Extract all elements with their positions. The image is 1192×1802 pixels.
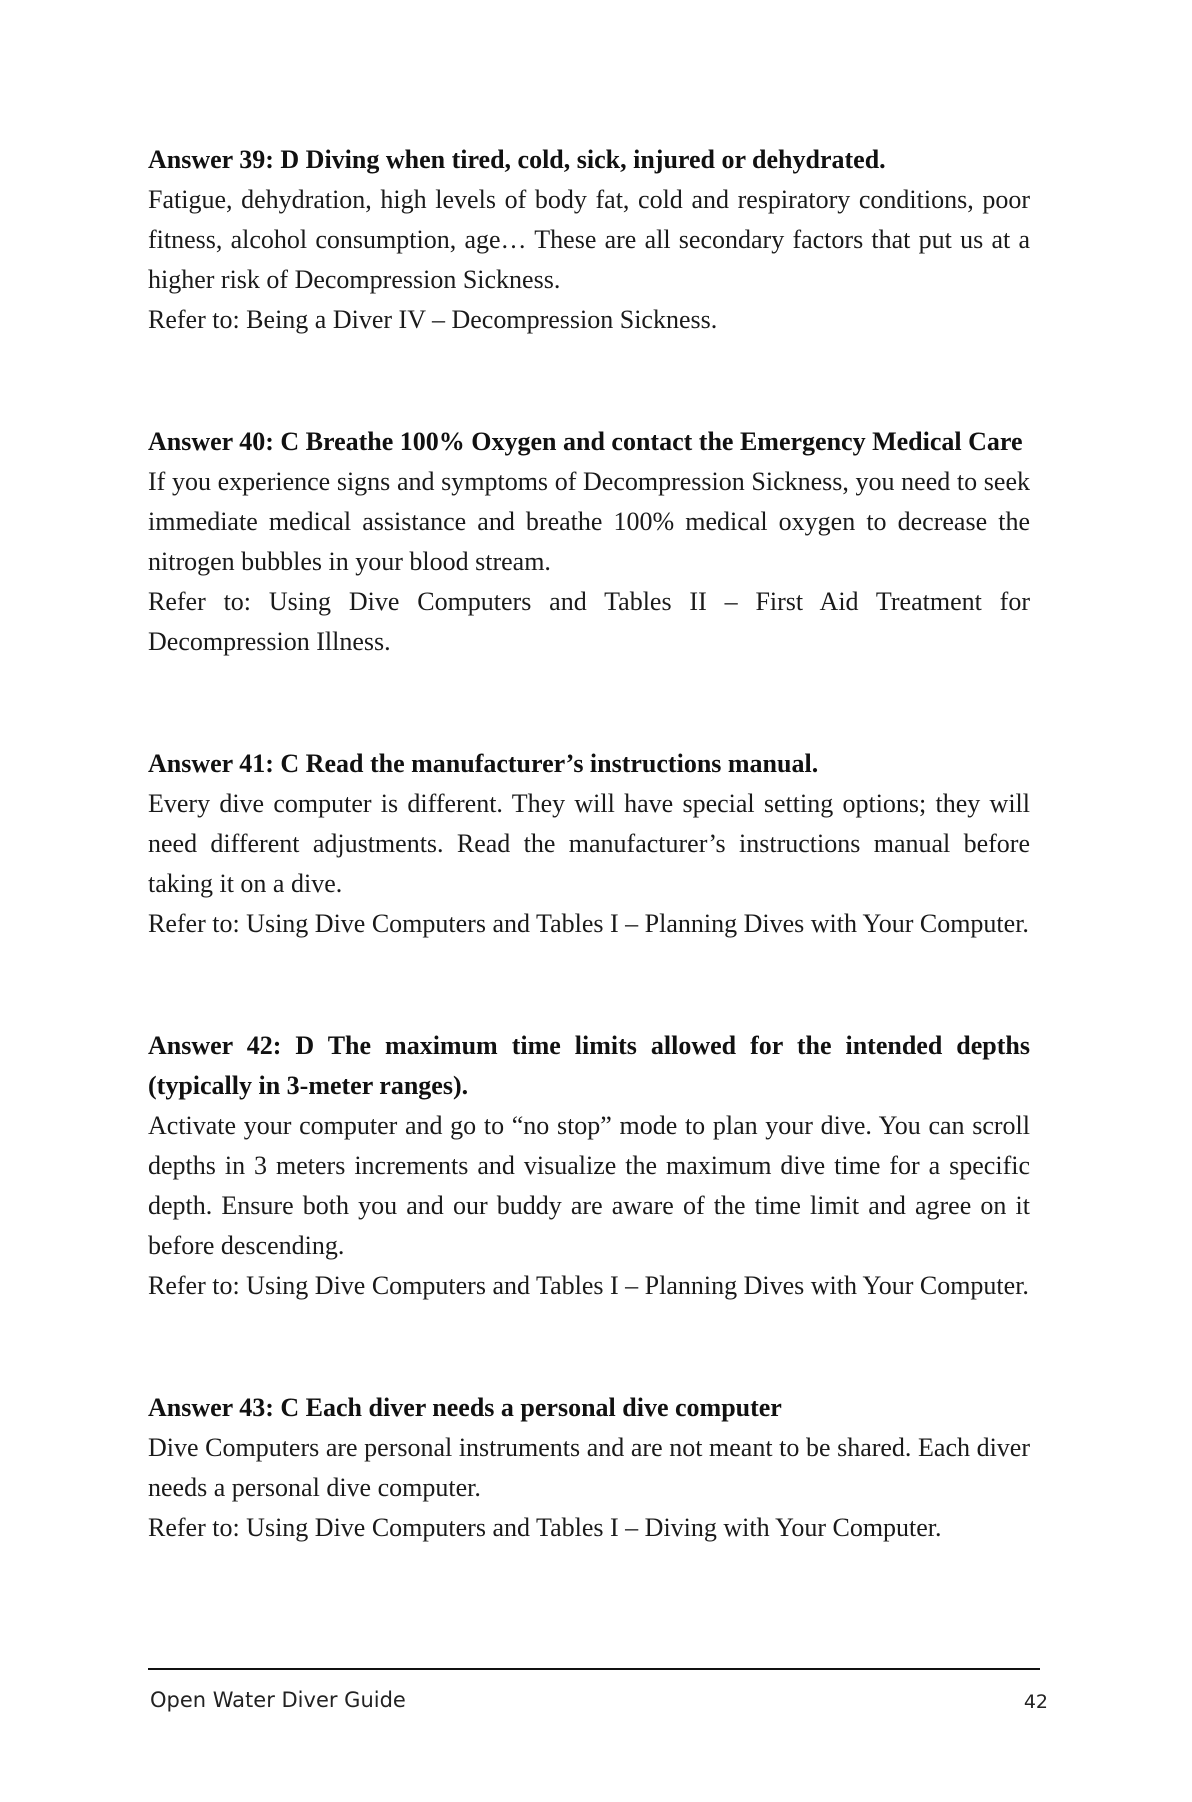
answer-reference: Refer to: Using Dive Computers and Tables II – First Aid Treatment for Decompression Illness. (148, 587, 1030, 656)
answer-reference: Refer to: Using Dive Computers and Tables I – Diving with Your Computer. (148, 1513, 942, 1542)
answer-explanation: Every dive computer is different. They will have special setting options; they will need different adjustments. Read the manufacturer’s instructions manual before taking it on a dive. (148, 789, 1030, 898)
answer-reference: Refer to: Using Dive Computers and Tables I – Planning Dives with Your Computer. (148, 909, 1029, 938)
footer-book-title: Open Water Diver Guide (150, 1688, 406, 1712)
answer-heading: Answer 40: C Breathe 100% Oxygen and contact the Emergency Medical Care (148, 427, 1023, 456)
answer-explanation: If you experience signs and symptoms of Decompression Sickness, you need to seek immediate medical assistance and breathe 100% medical oxygen to decrease the nitrogen bubbles in your blood stream. (148, 467, 1030, 576)
answer-heading: Answer 39: D Diving when tired, cold, sick, injured or dehydrated. (148, 145, 886, 174)
answer-41 (148, 744, 1030, 944)
answer-42 (148, 1026, 1030, 1306)
answer-40 (148, 422, 1030, 662)
answer-heading: Answer 42: D The maximum time limits allowed for the intended depths (typically in 3-meter ranges). (148, 1031, 1030, 1100)
answer-explanation: Activate your computer and go to “no stop” mode to plan your dive. You can scroll depths in 3 meters increments and visualize the maximum dive time for a specific depth. Ensure both you and our buddy are aware of the time limit and agree on it before descending. (148, 1111, 1030, 1260)
answer-39 (148, 140, 1030, 340)
page-content (148, 140, 1030, 1548)
answer-43 (148, 1388, 1030, 1548)
answer-explanation: Fatigue, dehydration, high levels of body fat, cold and respiratory conditions, poor fitness, alcohol consumption, age… These are all secondary factors that put us at a higher risk of Decompression Sickness. (148, 185, 1030, 294)
footer-page-number: 42 (1023, 1691, 1048, 1713)
answer-reference: Refer to: Using Dive Computers and Tables I – Planning Dives with Your Computer. (148, 1271, 1029, 1300)
answer-reference: Refer to: Being a Diver IV – Decompression Sickness. (148, 305, 718, 334)
answer-heading: Answer 43: C Each diver needs a personal dive computer (148, 1393, 782, 1422)
answer-heading: Answer 41: C Read the manufacturer’s instructions manual. (148, 749, 819, 778)
answer-explanation: Dive Computers are personal instruments and are not meant to be shared. Each diver needs a personal dive computer. (148, 1433, 1030, 1502)
footer-divider (148, 1668, 1040, 1670)
